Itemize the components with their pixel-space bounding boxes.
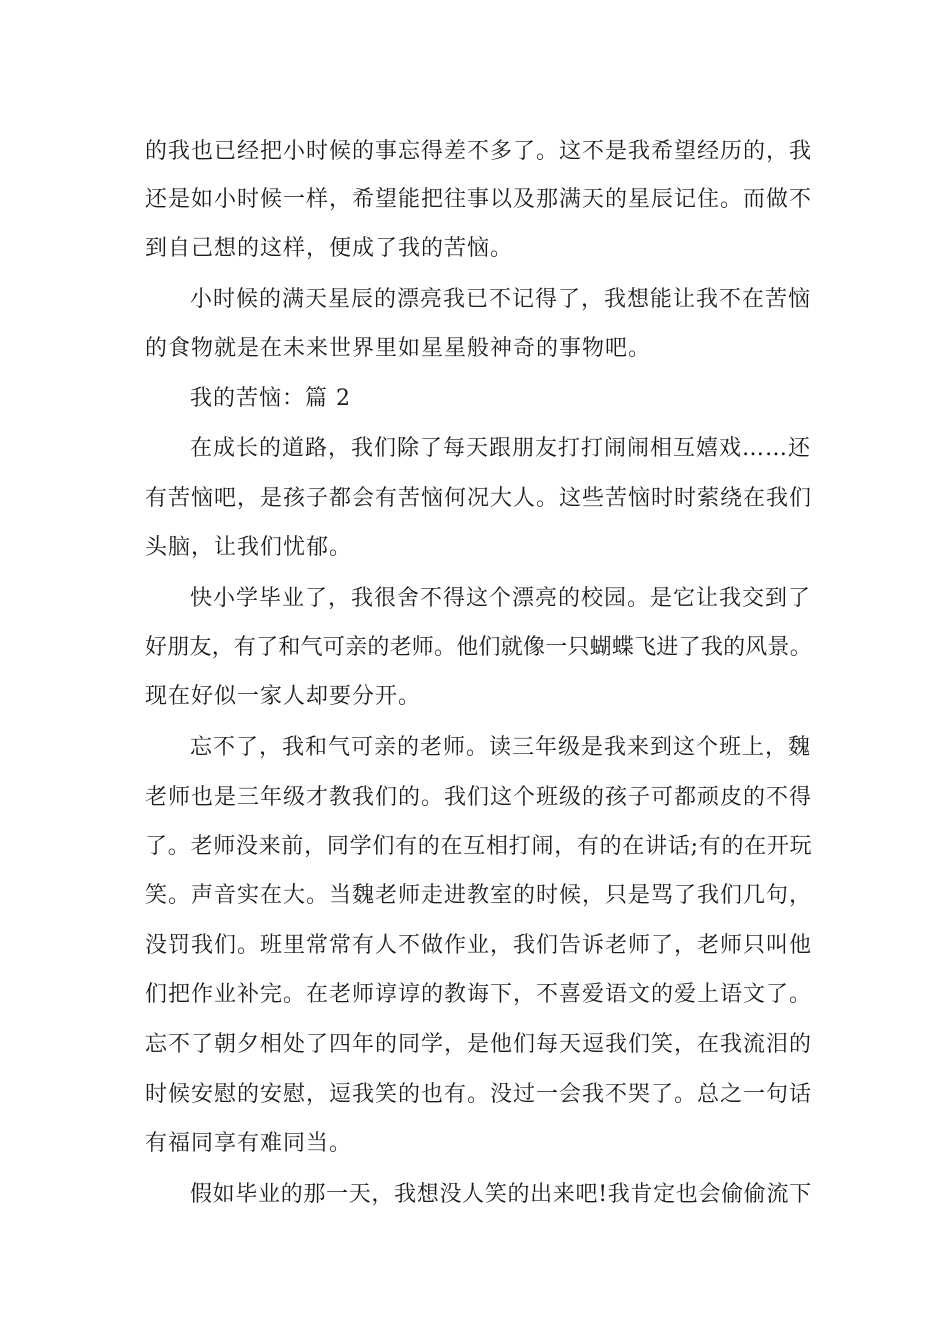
paragraph-start: 在成长的道路，我们除了每天跟朋友打打闹闹相互嬉戏……还 [190, 436, 812, 461]
text-line: 有苦恼吧，是孩子都会有苦恼何况大人。这些苦恼时时萦绕在我们 [145, 486, 813, 511]
text-line: 的食物就是在未来世界里如星星般神奇的事物吧。 [145, 336, 652, 361]
text-line: 没罚我们。班里常常有人不做作业，我们告诉老师了，老师只叫他 [145, 933, 813, 958]
text-line: 忘不了朝夕相处了四年的同学，是他们每天逗我们笑，在我流泪的 [145, 1032, 813, 1057]
paragraph-start: 忘不了，我和气可亲的老师。读三年级是我来到这个班上，魏 [190, 735, 812, 760]
text-line: 好朋友，有了和气可亲的老师。他们就像一只蝴蝶飞进了我的风景。 [145, 635, 813, 660]
text-line: 有福同享有难同当。 [145, 1131, 353, 1156]
text-line: 们把作业补完。在老师谆谆的教诲下，不喜爱语文的爱上语文了。 [145, 982, 813, 1007]
text-line: 现在好似一家人却要分开。 [145, 684, 422, 709]
text-line: 笑。声音实在大。当魏老师走进教室的时候，只是骂了我们几句， [145, 883, 813, 908]
text-line: 了。老师没来前，同学们有的在互相打闹，有的在讲话;有的在开玩 [145, 834, 813, 859]
text-line: 到自己想的这样，便成了我的苦恼。 [145, 236, 514, 261]
paragraph-start: 假如毕业的那一天，我想没人笑的出来吧!我肯定也会偷偷流下 [190, 1182, 812, 1207]
paragraph-start: 快小学毕业了，我很舍不得这个漂亮的校园。是它让我交到了 [190, 586, 812, 611]
paragraph-start: 小时候的满天星辰的漂亮我已不记得了，我想能让我不在苦恼 [190, 287, 812, 312]
section-heading: 我的苦恼：篇 2 [190, 386, 351, 411]
text-line: 头脑，让我们忧郁。 [145, 535, 353, 560]
text-line: 老师也是三年级才教我们的。我们这个班级的孩子可都顽皮的不得 [145, 785, 813, 810]
text-line: 还是如小时候一样，希望能把往事以及那满天的星辰记住。而做不 [145, 187, 813, 212]
text-line: 时候安慰的安慰，逗我笑的也有。没过一会我不哭了。总之一句话 [145, 1082, 813, 1107]
text-line: 的我也已经把小时候的事忘得差不多了。这不是我希望经历的，我 [145, 139, 813, 164]
